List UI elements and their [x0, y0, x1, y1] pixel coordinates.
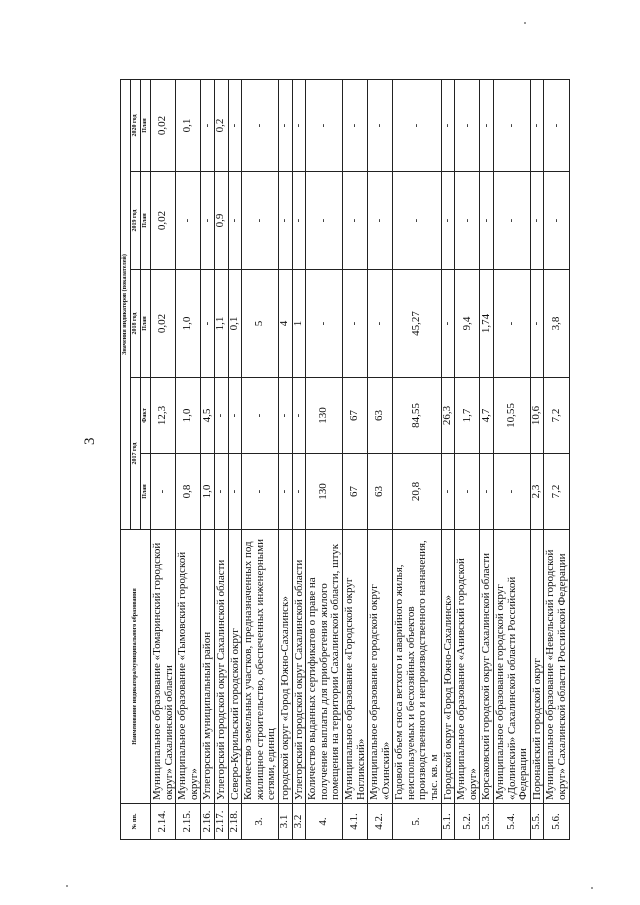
table-row: [530, 79, 544, 839]
header-plan-2017: План: [141, 454, 151, 530]
value-plan-2017: -: [292, 454, 306, 530]
row-name: Муниципальное образование «Городской округ Ногликский»: [342, 530, 367, 804]
value-plan-2018: -: [342, 270, 367, 378]
value-plan-2018: 3,8: [544, 270, 569, 378]
value-plan-2018: -: [306, 270, 343, 378]
value-plan-2019: -: [278, 172, 292, 270]
value-fact-2017: -: [292, 378, 306, 454]
value-plan-2019: -: [393, 172, 441, 270]
table-row: [292, 79, 306, 839]
value-plan-2019: -: [292, 172, 306, 270]
table-row: [306, 79, 343, 839]
row-name: Муниципальное образование «Анивский городской округ»: [455, 530, 480, 804]
value-plan-2018: 0,1: [228, 270, 242, 378]
row-name: Углегорский городской округ Сахалинской области: [292, 530, 306, 804]
row-number: 2.16.: [201, 804, 215, 840]
header-values-group: Значения индикаторов (показателей): [121, 79, 131, 529]
value-fact-2017: -: [278, 378, 292, 454]
row-number: 2.14.: [151, 804, 176, 840]
value-fact-2017: -: [214, 378, 228, 454]
value-plan-2018: 1,0: [176, 270, 201, 378]
value-plan-2020: 0,2: [214, 79, 228, 171]
value-plan-2017: -: [228, 454, 242, 530]
value-plan-2017: -: [480, 454, 494, 530]
row-number: 3.2: [292, 804, 306, 840]
table-row: [368, 79, 393, 839]
value-plan-2017: -: [278, 454, 292, 530]
value-plan-2019: -: [242, 172, 279, 270]
value-plan-2020: -: [530, 79, 544, 171]
value-plan-2017: 1,0: [201, 454, 215, 530]
row-name: Углегорский муниципальный район: [201, 530, 215, 804]
value-plan-2019: -: [306, 172, 343, 270]
value-plan-2020: 0,02: [151, 79, 176, 171]
header-fact-2017: Факт: [141, 378, 151, 454]
value-plan-2018: 1,74: [480, 270, 494, 378]
row-number: 4.1.: [342, 804, 367, 840]
value-plan-2020: 0,1: [176, 79, 201, 171]
value-plan-2017: 20,8: [393, 454, 441, 530]
value-fact-2017: 26,3: [441, 378, 455, 454]
value-plan-2017: -: [151, 454, 176, 530]
value-plan-2018: -: [441, 270, 455, 378]
row-name: Муниципальное образование «Томаринский городской округ» Сахалинской области: [151, 530, 176, 804]
value-plan-2020: -: [441, 79, 455, 171]
row-name: Муниципальное образование «Невельский городской округ» Сахалинской области Российской Федерации: [544, 530, 569, 804]
value-fact-2017: 12,3: [151, 378, 176, 454]
value-fact-2017: 67: [342, 378, 367, 454]
value-plan-2018: -: [368, 270, 393, 378]
indicator-table-frame: [120, 80, 568, 840]
value-plan-2019: 0,9: [214, 172, 228, 270]
value-plan-2018: 1,1: [214, 270, 228, 378]
value-plan-2017: -: [441, 454, 455, 530]
page-number: 3: [82, 437, 98, 445]
value-plan-2020: -: [494, 79, 531, 171]
header-plan-2018: План: [141, 270, 151, 378]
value-fact-2017: 10,55: [494, 378, 531, 454]
row-name: городской округ «Город Южно-Сахалинск»: [278, 530, 292, 804]
row-number: 2.15.: [176, 804, 201, 840]
row-name: Северо-Курильский городской округ: [228, 530, 242, 804]
table-row: [480, 79, 494, 839]
table-row: [201, 79, 215, 839]
header-year-2018: 2018 год: [131, 270, 141, 378]
header-year-2019: 2019 год: [131, 172, 141, 270]
row-number: 3.1: [278, 804, 292, 840]
value-plan-2017: -: [214, 454, 228, 530]
value-fact-2017: 4,5: [201, 378, 215, 454]
value-plan-2018: 1: [292, 270, 306, 378]
row-number: 5.2.: [455, 804, 480, 840]
value-fact-2017: 130: [306, 378, 343, 454]
value-plan-2020: -: [480, 79, 494, 171]
table-row: [393, 79, 441, 839]
value-fact-2017: -: [228, 378, 242, 454]
row-name: Муниципальное образование городской округ «Долинский» Сахалинской области Российской Федерации: [494, 530, 531, 804]
value-plan-2018: 0,02: [151, 270, 176, 378]
value-plan-2017: 7,2: [544, 454, 569, 530]
value-plan-2020: -: [278, 79, 292, 171]
row-name: Годовой объем сноса ветхого и аварийного жилья, неиспользуемых и бесхозяйных объектов производственного и непроизводственного назначения, тыс. кв. м: [393, 530, 441, 804]
value-plan-2020: -: [544, 79, 569, 171]
value-plan-2017: 2,3: [530, 454, 544, 530]
row-number: 2.17.: [214, 804, 228, 840]
value-plan-2018: 5: [242, 270, 279, 378]
value-plan-2020: -: [242, 79, 279, 171]
scan-speck: [66, 885, 68, 887]
value-plan-2019: -: [441, 172, 455, 270]
value-plan-2019: -: [201, 172, 215, 270]
table-row: [228, 79, 242, 839]
value-fact-2017: 10,6: [530, 378, 544, 454]
header-year-2020: 2020 год: [131, 79, 141, 171]
value-fact-2017: 1,7: [455, 378, 480, 454]
value-fact-2017: 84,55: [393, 378, 441, 454]
value-plan-2018: 4: [278, 270, 292, 378]
value-plan-2017: 63: [368, 454, 393, 530]
value-plan-2017: -: [455, 454, 480, 530]
row-number: 5.4.: [494, 804, 531, 840]
value-fact-2017: 4,7: [480, 378, 494, 454]
table-row: [278, 79, 292, 839]
row-number: 5.1.: [441, 804, 455, 840]
row-name: Городской округ «Город Южно-Сахалинск»: [441, 530, 455, 804]
table-row: [242, 79, 279, 839]
table-row: [214, 79, 228, 839]
row-number: 4.: [306, 804, 343, 840]
row-number: 5.: [393, 804, 441, 840]
header-year-2017: 2017 год: [131, 378, 141, 530]
value-plan-2020: -: [292, 79, 306, 171]
value-plan-2017: 0,8: [176, 454, 201, 530]
row-name: Углегорский городской округ Сахалинской области: [214, 530, 228, 804]
table-row: [544, 79, 569, 839]
table-header: [121, 79, 151, 839]
value-plan-2019: -: [368, 172, 393, 270]
value-fact-2017: 1,0: [176, 378, 201, 454]
value-plan-2018: -: [494, 270, 531, 378]
value-fact-2017: 63: [368, 378, 393, 454]
scan-speck: [524, 22, 526, 24]
value-plan-2018: -: [530, 270, 544, 378]
value-plan-2019: -: [480, 172, 494, 270]
value-plan-2017: -: [242, 454, 279, 530]
row-number: 2.18.: [228, 804, 242, 840]
row-name: Количество выданных сертификатов о праве на получение выплаты для приобретения жилого помещения на территории Сахалинской области, штук: [306, 530, 343, 804]
value-plan-2018: -: [201, 270, 215, 378]
value-plan-2020: -: [393, 79, 441, 171]
value-fact-2017: 7,2: [544, 378, 569, 454]
row-number: 5.3.: [480, 804, 494, 840]
row-number: 4.2.: [368, 804, 393, 840]
value-plan-2019: -: [494, 172, 531, 270]
value-plan-2018: 45,27: [393, 270, 441, 378]
value-plan-2019: -: [176, 172, 201, 270]
row-number: 5.6.: [544, 804, 569, 840]
value-plan-2020: -: [342, 79, 367, 171]
row-name: Муниципальное образование «Тымовский городской округ»: [176, 530, 201, 804]
value-plan-2020: -: [306, 79, 343, 171]
row-number: 5.5.: [530, 804, 544, 840]
table-row: [151, 79, 176, 839]
value-plan-2019: 0,02: [151, 172, 176, 270]
header-num: № пп.: [121, 804, 151, 840]
table-row: [342, 79, 367, 839]
value-plan-2019: -: [455, 172, 480, 270]
row-name: Корсаковский городской округ Сахалинской области: [480, 530, 494, 804]
value-plan-2019: -: [530, 172, 544, 270]
value-plan-2020: -: [201, 79, 215, 171]
row-name: Муниципальное образование городской округ «Охинский»: [368, 530, 393, 804]
value-fact-2017: -: [242, 378, 279, 454]
table-row: [455, 79, 480, 839]
scan-speck: [591, 887, 593, 889]
value-plan-2019: -: [544, 172, 569, 270]
value-plan-2019: -: [342, 172, 367, 270]
header-name: Наименование индикатора/муниципального образования: [121, 530, 151, 804]
row-name: Поронайский городской округ: [530, 530, 544, 804]
table-body: [151, 79, 570, 839]
table-row: [441, 79, 455, 839]
indicator-table: [120, 79, 570, 840]
header-plan-2020: План: [141, 79, 151, 171]
value-plan-2020: -: [455, 79, 480, 171]
value-plan-2018: 9,4: [455, 270, 480, 378]
row-name: Количество земельных участков, предназначенных под жилищное строительство, обеспеченных инженерными сетями, единиц: [242, 530, 279, 804]
value-plan-2020: -: [368, 79, 393, 171]
header-plan-2019: План: [141, 172, 151, 270]
value-plan-2017: 130: [306, 454, 343, 530]
table-row: [176, 79, 201, 839]
row-number: 3.: [242, 804, 279, 840]
value-plan-2019: -: [228, 172, 242, 270]
table-row: [494, 79, 531, 839]
value-plan-2017: -: [494, 454, 531, 530]
value-plan-2017: 67: [342, 454, 367, 530]
value-plan-2020: -: [228, 79, 242, 171]
